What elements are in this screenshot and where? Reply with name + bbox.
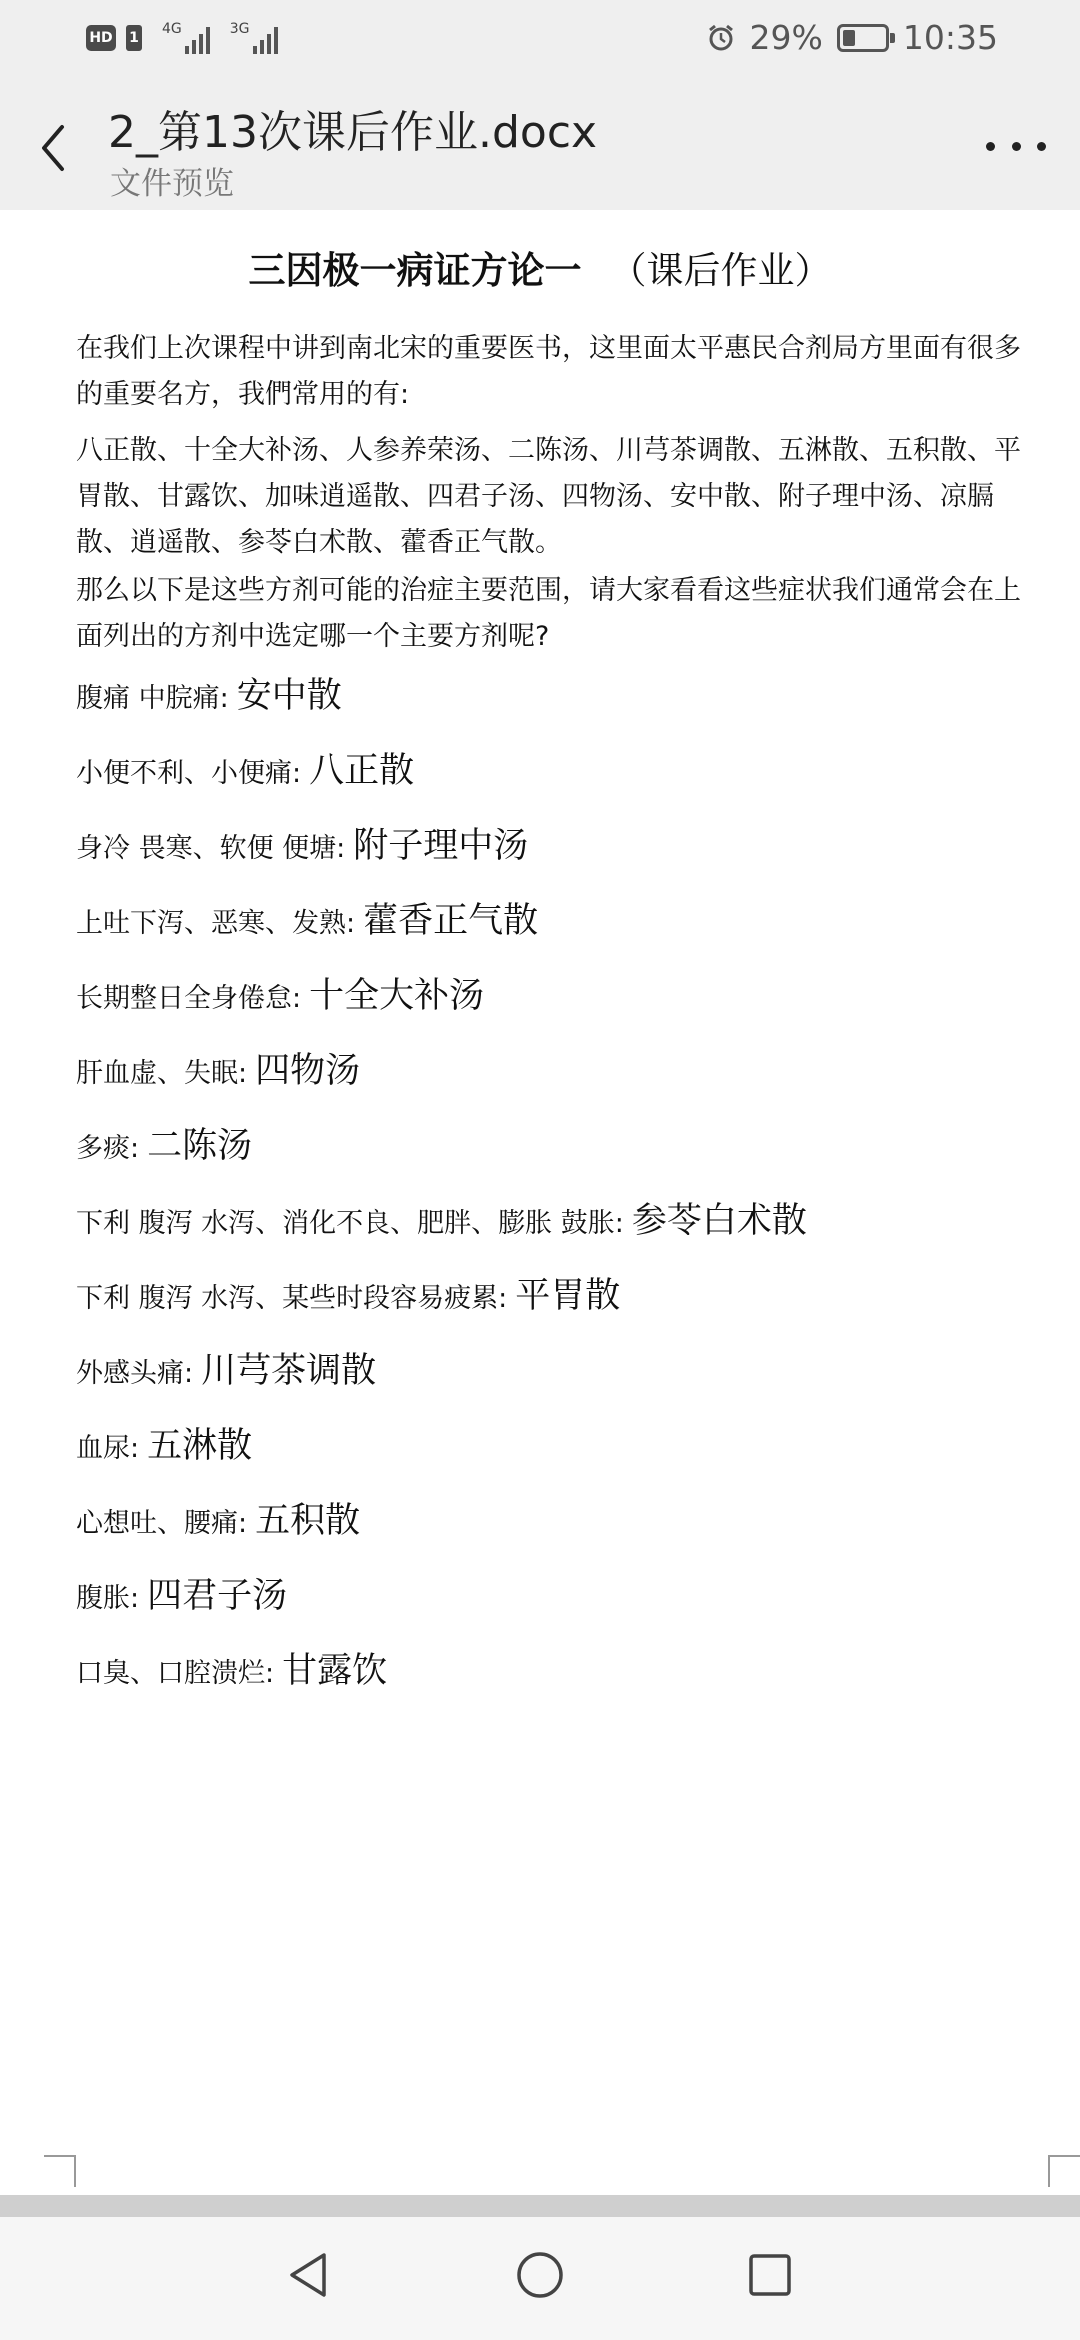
status-right <box>706 18 998 57</box>
formula-answer: 安中散 <box>236 676 342 716</box>
qa-item <box>76 1493 360 1543</box>
formula-answer: 四物汤 <box>255 1051 361 1091</box>
qa-item <box>76 893 538 943</box>
qa-item <box>76 1193 807 1243</box>
file-title: 2_第13次课后作业.docx <box>108 107 598 158</box>
battery-percent: 29% <box>749 18 823 57</box>
document-page[interactable] <box>0 210 1080 2195</box>
qa-item <box>76 1643 387 1693</box>
formula-answer: 参苓白术散 <box>631 1201 807 1241</box>
nav-recents-icon <box>748 2253 792 2297</box>
formula-answer: 五淋散 <box>147 1426 253 1466</box>
alarm-icon <box>706 23 736 53</box>
battery-icon <box>837 24 889 52</box>
symptom-text: 口臭、口腔溃烂: <box>76 1658 275 1689</box>
qa-item <box>76 1268 620 1318</box>
formula-answer: 四君子汤 <box>147 1576 288 1616</box>
signal-icon <box>230 22 278 54</box>
heading-main: 三因极一病证方论一 <box>248 249 582 292</box>
symptom-text: 下利 腹泻 水泻、某些时段容易疲累: <box>76 1283 508 1314</box>
qa-item <box>76 1568 287 1618</box>
nav-recents-button[interactable] <box>740 2245 800 2305</box>
symptom-text: 肝血虚、失眠: <box>76 1058 248 1089</box>
document-heading <box>0 240 1080 294</box>
more-dot <box>1037 142 1046 151</box>
page-scroll-strip <box>0 2195 1080 2217</box>
qa-item <box>76 743 414 793</box>
symptom-text: 外感头痛: <box>76 1358 194 1389</box>
status-bar <box>0 0 1080 78</box>
nav-home-button[interactable] <box>510 2245 570 2305</box>
sim-badge: 1 <box>126 25 142 51</box>
formula-answer: 五积散 <box>255 1501 361 1541</box>
symptom-text: 上吐下泻、恶寒、发熟: <box>76 908 356 939</box>
symptom-text: 身冷 畏寒、软便 便塘: <box>76 833 346 864</box>
formula-answer: 附子理中汤 <box>353 826 529 866</box>
formula-answer: 二陈汤 <box>147 1126 253 1166</box>
formula-answer: 平胃散 <box>515 1276 621 1316</box>
qa-item <box>76 1118 252 1168</box>
heading-suffix: （课后作业） <box>609 249 832 292</box>
formula-answer: 八正散 <box>309 751 415 791</box>
app-header <box>0 78 1080 210</box>
page-corner-mark <box>44 2155 76 2187</box>
back-button[interactable] <box>28 108 78 188</box>
formula-answer: 甘露饮 <box>282 1651 388 1691</box>
signal-icon <box>162 22 210 54</box>
nav-home-icon <box>515 2250 565 2300</box>
symptom-text: 腹胀: <box>76 1583 140 1614</box>
back-chevron-icon <box>38 123 68 173</box>
formula-list-paragraph: 八正散、十全大补汤、人参养荣汤、二陈汤、川芎茶调散、五淋散、五积散、平胃散、甘露饮、加味逍遥散、四君子汤、四物汤、安中散、附子理中汤、凉膈散、逍遥散、参苓白术散、藿香正气散。 <box>76 435 1021 558</box>
battery-fill <box>843 30 855 46</box>
qa-item <box>76 668 342 718</box>
formula-answer: 川芎茶调散 <box>201 1351 377 1391</box>
symptom-text: 血尿: <box>76 1433 140 1464</box>
status-left <box>86 22 278 54</box>
page-corner-mark <box>1048 2155 1080 2187</box>
network-type-1: 4G <box>162 21 182 37</box>
qa-item <box>76 968 484 1018</box>
network-type-2: 3G <box>229 21 250 37</box>
formula-answer: 藿香正气散 <box>363 901 539 941</box>
qa-item <box>76 818 528 868</box>
nav-back-button[interactable] <box>278 2245 338 2305</box>
formula-answer: 十全大补汤 <box>309 976 485 1016</box>
symptom-text: 腹痛 中脘痛: <box>76 683 229 714</box>
hd-badge: HD <box>86 25 116 51</box>
more-options-icon <box>986 142 995 151</box>
more-dot <box>1012 142 1021 151</box>
question-paragraph: 那么以下是这些方剂可能的治症主要范围，请大家看看这些症状我们通常会在上面列出的方剂中选定哪一个主要方剂呢? <box>76 575 1021 652</box>
qa-item <box>76 1418 252 1468</box>
file-subtitle: 文件预览 <box>110 166 234 202</box>
qa-item <box>76 1043 360 1093</box>
qa-item <box>76 1343 376 1393</box>
symptom-text: 心想吐、腰痛: <box>76 1508 248 1539</box>
intro-paragraph: 在我们上次课程中讲到南北宋的重要医书，这里面太平惠民合剂局方里面有很多的重要名方，我們常用的有: <box>76 333 1021 410</box>
nav-back-icon <box>286 2251 330 2299</box>
symptom-text: 下利 腹泻 水泻、消化不良、肥胖、膨胀 鼓胀: <box>76 1208 624 1239</box>
symptom-text: 长期整日全身倦怠: <box>76 983 302 1014</box>
system-nav-bar <box>0 2217 1080 2340</box>
symptom-text: 小便不利、小便痛: <box>76 758 302 789</box>
clock: 10:35 <box>902 18 998 57</box>
symptom-text: 多痰: <box>76 1133 140 1164</box>
more-options-button[interactable] <box>986 126 1046 166</box>
